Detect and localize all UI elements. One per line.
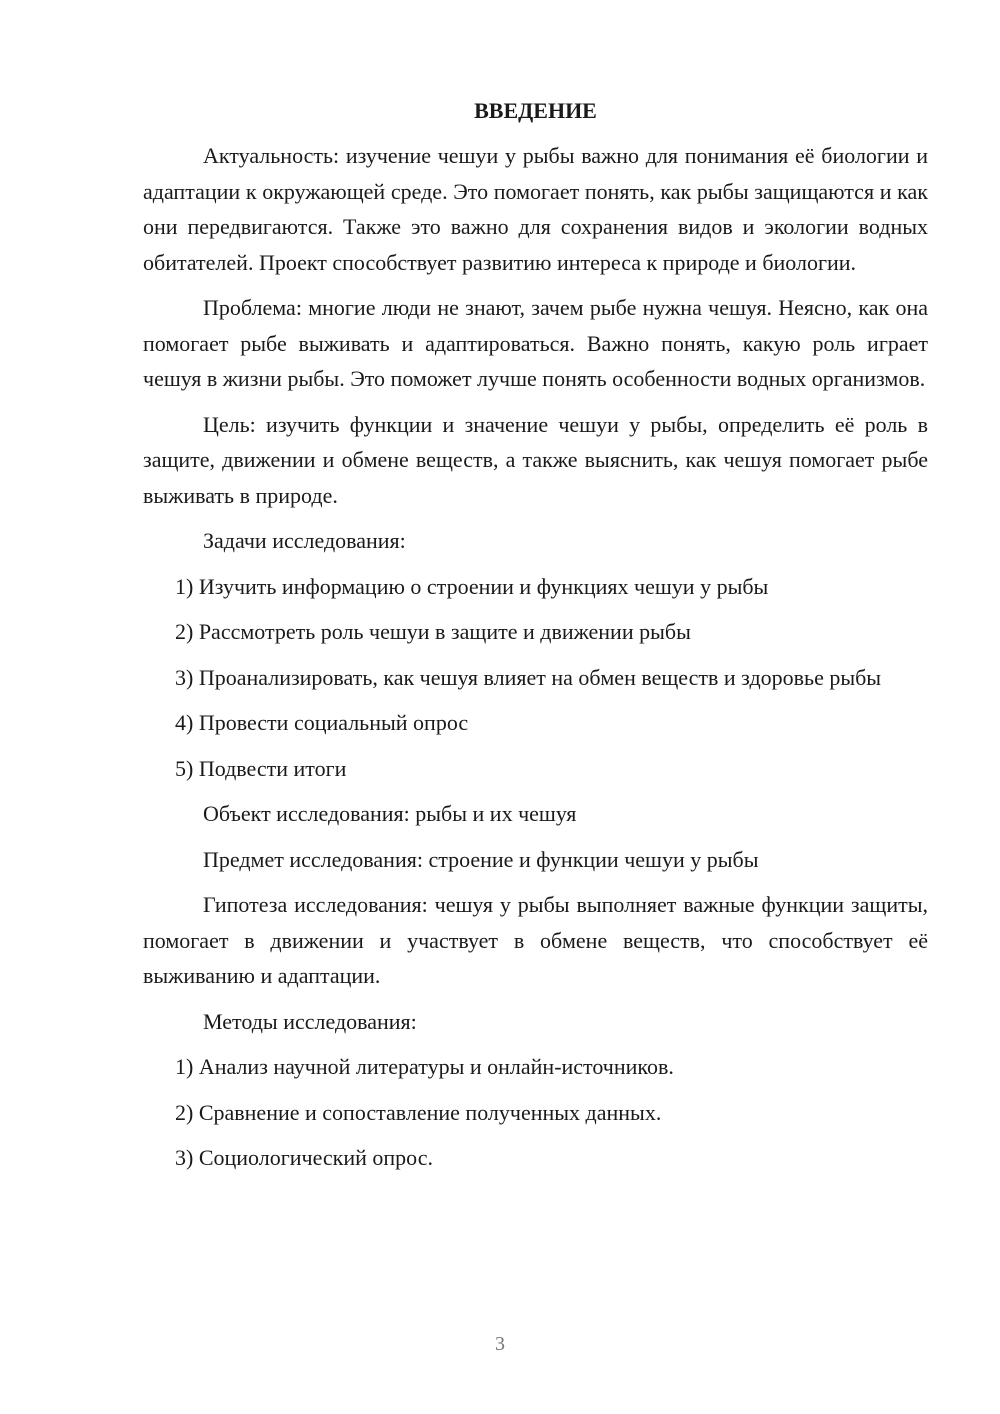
task-item-4: 4) Провести социальный опрос	[175, 710, 469, 735]
object-line: Объект исследования: рыбы и их чешуя	[203, 801, 577, 826]
document-page	[143, 96, 928, 1186]
relevance-paragraph: Актуальность: изучение чешуи у рыбы важно для понимания её биологии и адаптации к окружающей среде. Это помогает понять, как рыбы защищаются и как они передвигаются. Также это важно для сохранения видов и экологии водных обитателей. Проект способствует развитию интереса к природе и биологии.	[143, 143, 928, 275]
task-item-1: 1) Изучить информацию о строении и функциях чешуи у рыбы	[175, 573, 769, 599]
methods-heading: Методы исследования:	[203, 1008, 417, 1034]
problem-paragraph: Проблема: многие люди не знают, зачем рыбе нужна чешуя. Неясно, как она помогает рыбе выживать и адаптироваться. Важно понять, какую роль играет чешуя в жизни рыбы. Это поможет лучше понять особенности водных организмов.	[143, 295, 928, 391]
task-item-3: 3) Проанализировать, как чешуя влияет на обмен веществ и здоровье рыбы	[175, 664, 882, 690]
method-item-1: 1) Анализ научной литературы и онлайн-источников.	[175, 1054, 674, 1079]
goal-paragraph: Цель: изучить функции и значение чешуи у рыбы, определить её роль в защите, движении и обмене веществ, а также выяснить, как чешуя помогает рыбе выживать в природе.	[143, 411, 928, 508]
page-number: 3	[495, 1333, 505, 1355]
method-item-2: 2) Сравнение и сопоставление полученных данных.	[175, 1099, 662, 1125]
hypothesis-paragraph: Гипотеза исследования: чешуя у рыбы выполняет важные функции защиты, помогает в движении и участвует в обмене веществ, что способствует её выживанию и адаптации.	[143, 892, 928, 988]
tasks-heading: Задачи исследования:	[203, 528, 406, 553]
task-item-2: 2) Рассмотреть роль чешуи в защите и движении рыбы	[175, 619, 691, 644]
page-title: ВВЕДЕНИЕ	[474, 98, 597, 123]
subject-line: Предмет исследования: строение и функции чешуи у рыбы	[203, 846, 759, 872]
method-item-3: 3) Социологический опрос.	[175, 1145, 433, 1170]
task-item-5: 5) Подвести итоги	[175, 755, 347, 781]
